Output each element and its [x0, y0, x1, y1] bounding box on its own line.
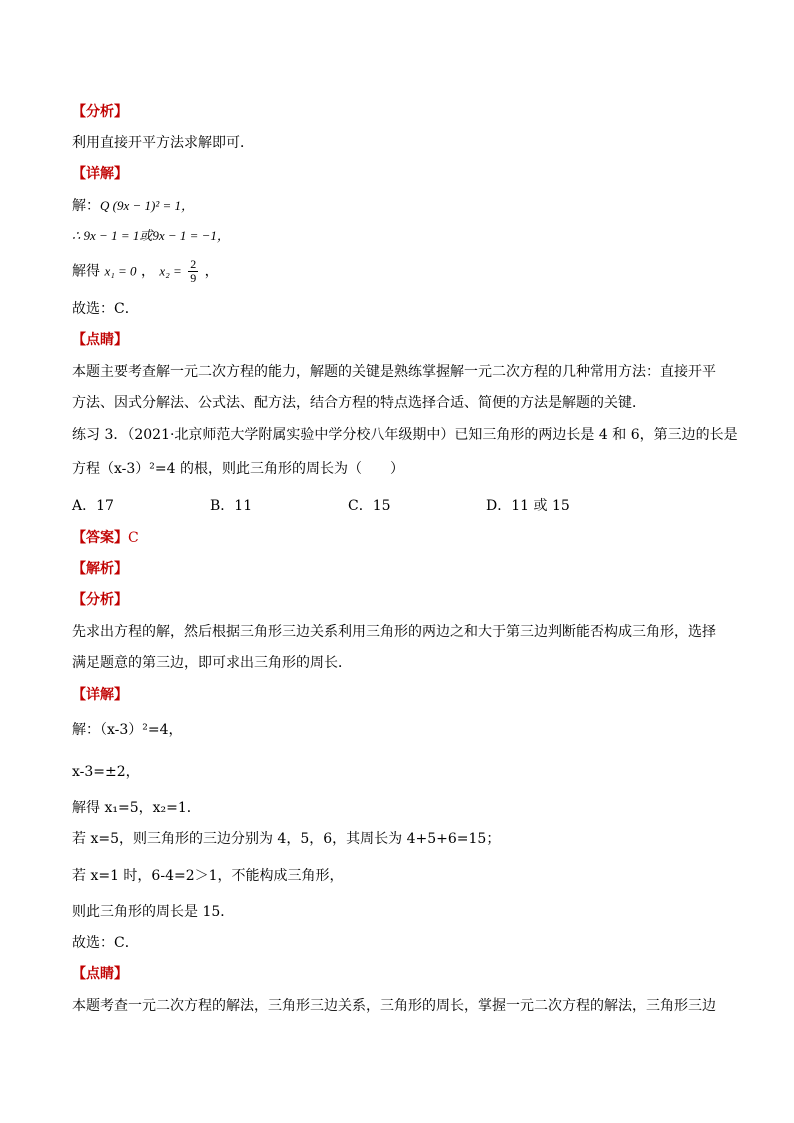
key-point-2-line-1: 本题考查一元二次方程的解法，三角形三边关系，三角形的周长，掌握一元二次方程的解法，三角形三边 — [72, 998, 716, 1014]
solution-1-fraction — [188, 258, 198, 285]
option-d: D．11 或 15 — [486, 498, 570, 514]
solution-1-sep: ， — [140, 263, 155, 280]
answer-value: C — [128, 530, 139, 546]
option-c: C．15 — [348, 498, 391, 514]
question-3-line-1: 练习 3．（2021·北京师范大学附属实验中学分校八年级期中）已知三角形的两边长是 4 和 6，第三边的长是 — [72, 427, 738, 443]
solution-1-x2: x₂ = — [159, 263, 182, 279]
solution-1-line-1-prefix: 解： — [72, 198, 100, 214]
solution-2-line-2: x-3=±2， — [72, 764, 140, 780]
answer-heading: 【答案】 — [72, 530, 128, 546]
solution-2-line-3: 解得 x₁=5，x₂=1． — [72, 800, 201, 816]
analysis-2-line-2: 满足题意的第三边，即可求出三角形的周长． — [72, 655, 352, 671]
solution-1-line-3 — [72, 258, 219, 285]
analysis-heading-2: 【分析】 — [72, 592, 128, 608]
key-point-heading-1: 【点睛】 — [72, 332, 128, 348]
detail-heading-1: 【详解】 — [72, 166, 128, 182]
key-point-1-line-1: 本题主要考查解一元二次方程的能力，解题的关键是熟练掌握解一元二次方程的几种常用方法：直接开平 — [72, 364, 716, 380]
solution-2-line-6: 则此三角形的周长是 15． — [72, 904, 235, 920]
explanation-heading: 【解析】 — [72, 561, 128, 577]
solution-2-line-4: 若 x=5，则三角形的三边分别为 4，5，6，其周长为 4+5+6=15； — [72, 831, 501, 847]
solution-1-x1: x₁ = 0 — [104, 263, 137, 279]
solution-1-line-2 — [72, 226, 230, 246]
option-a: A．17 — [72, 498, 114, 514]
key-point-1-line-2: 方法、因式分解法、公式法、配方法，结合方程的特点选择合适、简便的方法是解题的关键． — [72, 395, 646, 411]
solution-2-line-1: 解：（x-3）²=4， — [72, 722, 183, 738]
analysis-2-line-1: 先求出方程的解，然后根据三角形三边关系利用三角形的两边之和大于第三边判断能否构成三角形，选择 — [72, 624, 716, 640]
solution-1-line-2-math: ∴ 9x − 1 = 1或9x − 1 = −1， — [72, 228, 230, 243]
solution-1-choice: 故选：C． — [72, 301, 139, 317]
solution-1-line-1-math: Q (9x − 1)² = 1， — [100, 198, 195, 213]
solution-2-line-5: 若 x=1 时，6-4=2＞1，不能构成三角形， — [72, 868, 344, 884]
solution-2-choice: 故选：C． — [72, 935, 139, 951]
detail-heading-2: 【详解】 — [72, 687, 128, 703]
solution-1-line-3-prefix: 解得 — [72, 263, 100, 280]
analysis-text-1: 利用直接开平方法求解即可． — [72, 135, 254, 151]
option-b: B．11 — [210, 498, 253, 514]
solution-1-line-3-end: ， — [204, 263, 219, 280]
analysis-heading-1: 【分析】 — [72, 104, 128, 120]
answer-line — [72, 528, 139, 548]
solution-1-line-1 — [72, 196, 194, 216]
key-point-heading-2: 【点睛】 — [72, 966, 128, 982]
fraction-denominator: 9 — [190, 271, 197, 285]
question-3-line-2: 方程（x-3）²=4 的根，则此三角形的周长为（ ） — [72, 461, 404, 477]
fraction-numerator: 2 — [190, 257, 197, 271]
